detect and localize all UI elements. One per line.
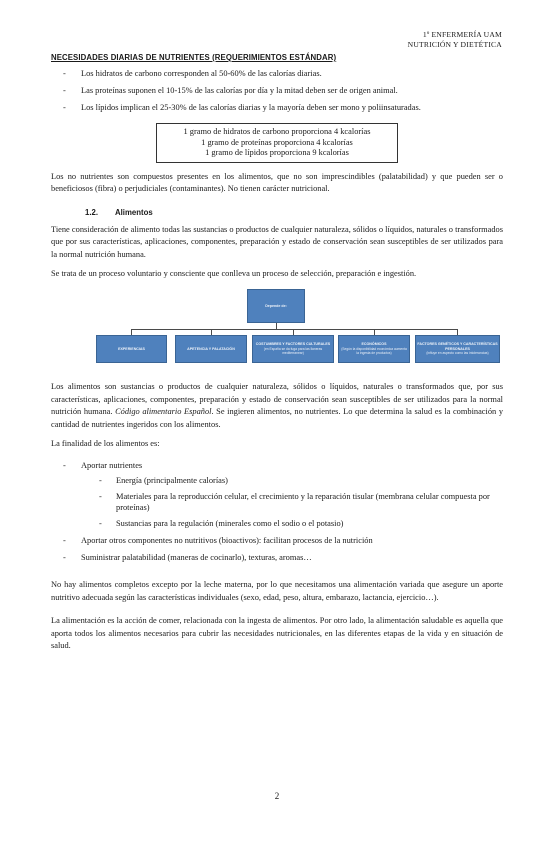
paragraph-food-code — [51, 381, 503, 431]
paragraph-non-nutrients: Los no nutrientes son compuestos presentes en los alimentos, que no son imprescindibles (palatabilidad) y que pueden ser o beneficiosos (fibra) o perjudiciales (contaminantes). No tienen carácter nutricional. — [51, 171, 503, 194]
list-item: - Los hidratos de carbono corresponden al 50-60% de las calorías diarias. — [51, 68, 503, 79]
header-course: 1º ENFERMERÍA UAM — [422, 30, 502, 39]
calorie-line: 1 gramo de lípidos proporciona 9 kcalorías — [205, 148, 349, 157]
section-heading-text: Alimentos — [115, 207, 153, 217]
purpose-sublist — [51, 475, 503, 529]
diagram-node-subtitle: (Según la disponibilidad económica aumenta la ingesta de productos) — [341, 346, 407, 356]
diagram-node-title: COSTUMBRES Y FACTORES CULTURALES — [255, 342, 331, 347]
page-number: 2 — [274, 791, 280, 801]
purpose-list — [51, 460, 503, 563]
list-item: - Suministrar palatabilidad (maneras de cocinarlo), texturas, aromas… — [51, 552, 503, 563]
diagram-node-geneticos — [415, 335, 500, 363]
list-item-text: Aportar nutrientes — [81, 461, 143, 471]
running-header — [408, 30, 502, 50]
diagram-node-apetencia — [175, 335, 247, 363]
list-item: - Aportar otros componentes no nutritivos (bioactivos): facilitan procesos de la nutrición — [51, 535, 503, 546]
diagram-node-title: FACTORES GENÉTICOS Y CARACTERÍSTICAS PERSONALES — [417, 342, 498, 351]
page-content — [51, 53, 503, 660]
diagram-node-title: EXPERIENCIAS — [118, 346, 145, 351]
requirements-list — [51, 68, 503, 113]
calorie-line: 1 gramo de hidratos de carbono proporciona 4 kcalorías — [183, 127, 371, 136]
sublist-item: - Materiales para la reproducción celular, el crecimiento y la reparación tisular (membrana celular compuesta por proteínas) — [51, 491, 503, 513]
paragraph-process: Se trata de un proceso voluntario y consciente que conlleva un proceso de selección, preparación e ingestión. — [51, 269, 417, 279]
list-item — [51, 460, 503, 529]
paragraph-feeding: La alimentación es la acción de comer, relacionada con la ingesta de alimentos. Por otro lado, la alimentación saludable es aquella que aporta todos los alimentos necesarios para cubrir las necesidades nutricionales, en las diferentes etapas de la vida y en situación de salud. — [51, 616, 503, 651]
diagram-node-costumbres — [252, 335, 334, 363]
purpose-intro: La finalidad de los alimentos es: — [51, 439, 160, 449]
paragraph-food-definition: Tiene consideración de alimento todas las sustancias o productos de cualquier naturaleza, sólidos o líquidos, naturales o transformados que por sus características, aplicaciones, componentes, preparación y estado de conservación sean susceptibles de ser utilizados para la normal nutrición humana. — [51, 224, 503, 259]
paragraph-breast-milk: No hay alimentos completos excepto por la leche materna, por lo que necesitamos una alimentación variada que asegure un aporte nutritivo adecuada según las características individuales (sexo, edad, peso, altura, embarazo, lactancia, ejercicio…). — [51, 580, 503, 602]
section-title-requirements: NECESIDADES DIARIAS DE NUTRIENTES (REQUERIMIENTOS ESTÁNDAR) — [51, 53, 337, 62]
paragraph-text: . Se ingieren alimentos, no nutrientes. Lo que determina la salud es la combinación y cantidad de nutrientes ingeridos con los alimentos. — [51, 407, 504, 429]
diagram-node-title: ECONÓMICOS — [361, 342, 387, 347]
paragraph-text: Los alimentos son sustancias o productos de cualquier naturaleza, sólidos o líquidos, naturales o transformados que, por sus características, aplicaciones, componentes, preparación y estado de conservación sean susceptibles de ser utilizados para la normal nutrición humana. — [51, 382, 503, 417]
calorie-box — [156, 123, 398, 163]
section-number: 1.2. — [85, 207, 99, 217]
citation-text: Código alimentario Español — [115, 407, 212, 417]
diagram-node-title: APETENCIA Y PALATACIÓN — [187, 346, 235, 351]
calorie-line: 1 gramo de proteínas proporciona 4 kcalorías — [201, 137, 353, 147]
header-subject: NUTRICIÓN Y DIETÉTICA — [407, 40, 502, 49]
diagram-root-label: Depende de: — [265, 303, 287, 308]
food-factors-diagram — [51, 289, 503, 367]
list-item: - Las proteínas suponen el 10-15% de las calorías por día y la mitad deben ser de origen animal. — [51, 85, 503, 96]
sublist-item: - Energía (principalmente calorías) — [51, 475, 503, 486]
diagram-node-experiencias — [96, 335, 167, 363]
diagram-node-economicos — [338, 335, 410, 363]
sublist-item: - Sustancias para la regulación (minerales como el sodio o el potasio) — [51, 518, 503, 529]
section-heading-alimentos — [51, 208, 503, 217]
list-item: - Los lípidos implican el 25-30% de las calorías diarias y la mayoría deben ser mono y poliinsaturadas. — [51, 102, 503, 113]
diagram-connector — [131, 329, 458, 330]
diagram-node-subtitle: (influye en aspecto como las intolerancias) — [426, 351, 489, 356]
diagram-node-subtitle: (en España se da fuga para las llaneras mediterranear) — [263, 346, 323, 356]
diagram-root-node — [247, 289, 305, 323]
